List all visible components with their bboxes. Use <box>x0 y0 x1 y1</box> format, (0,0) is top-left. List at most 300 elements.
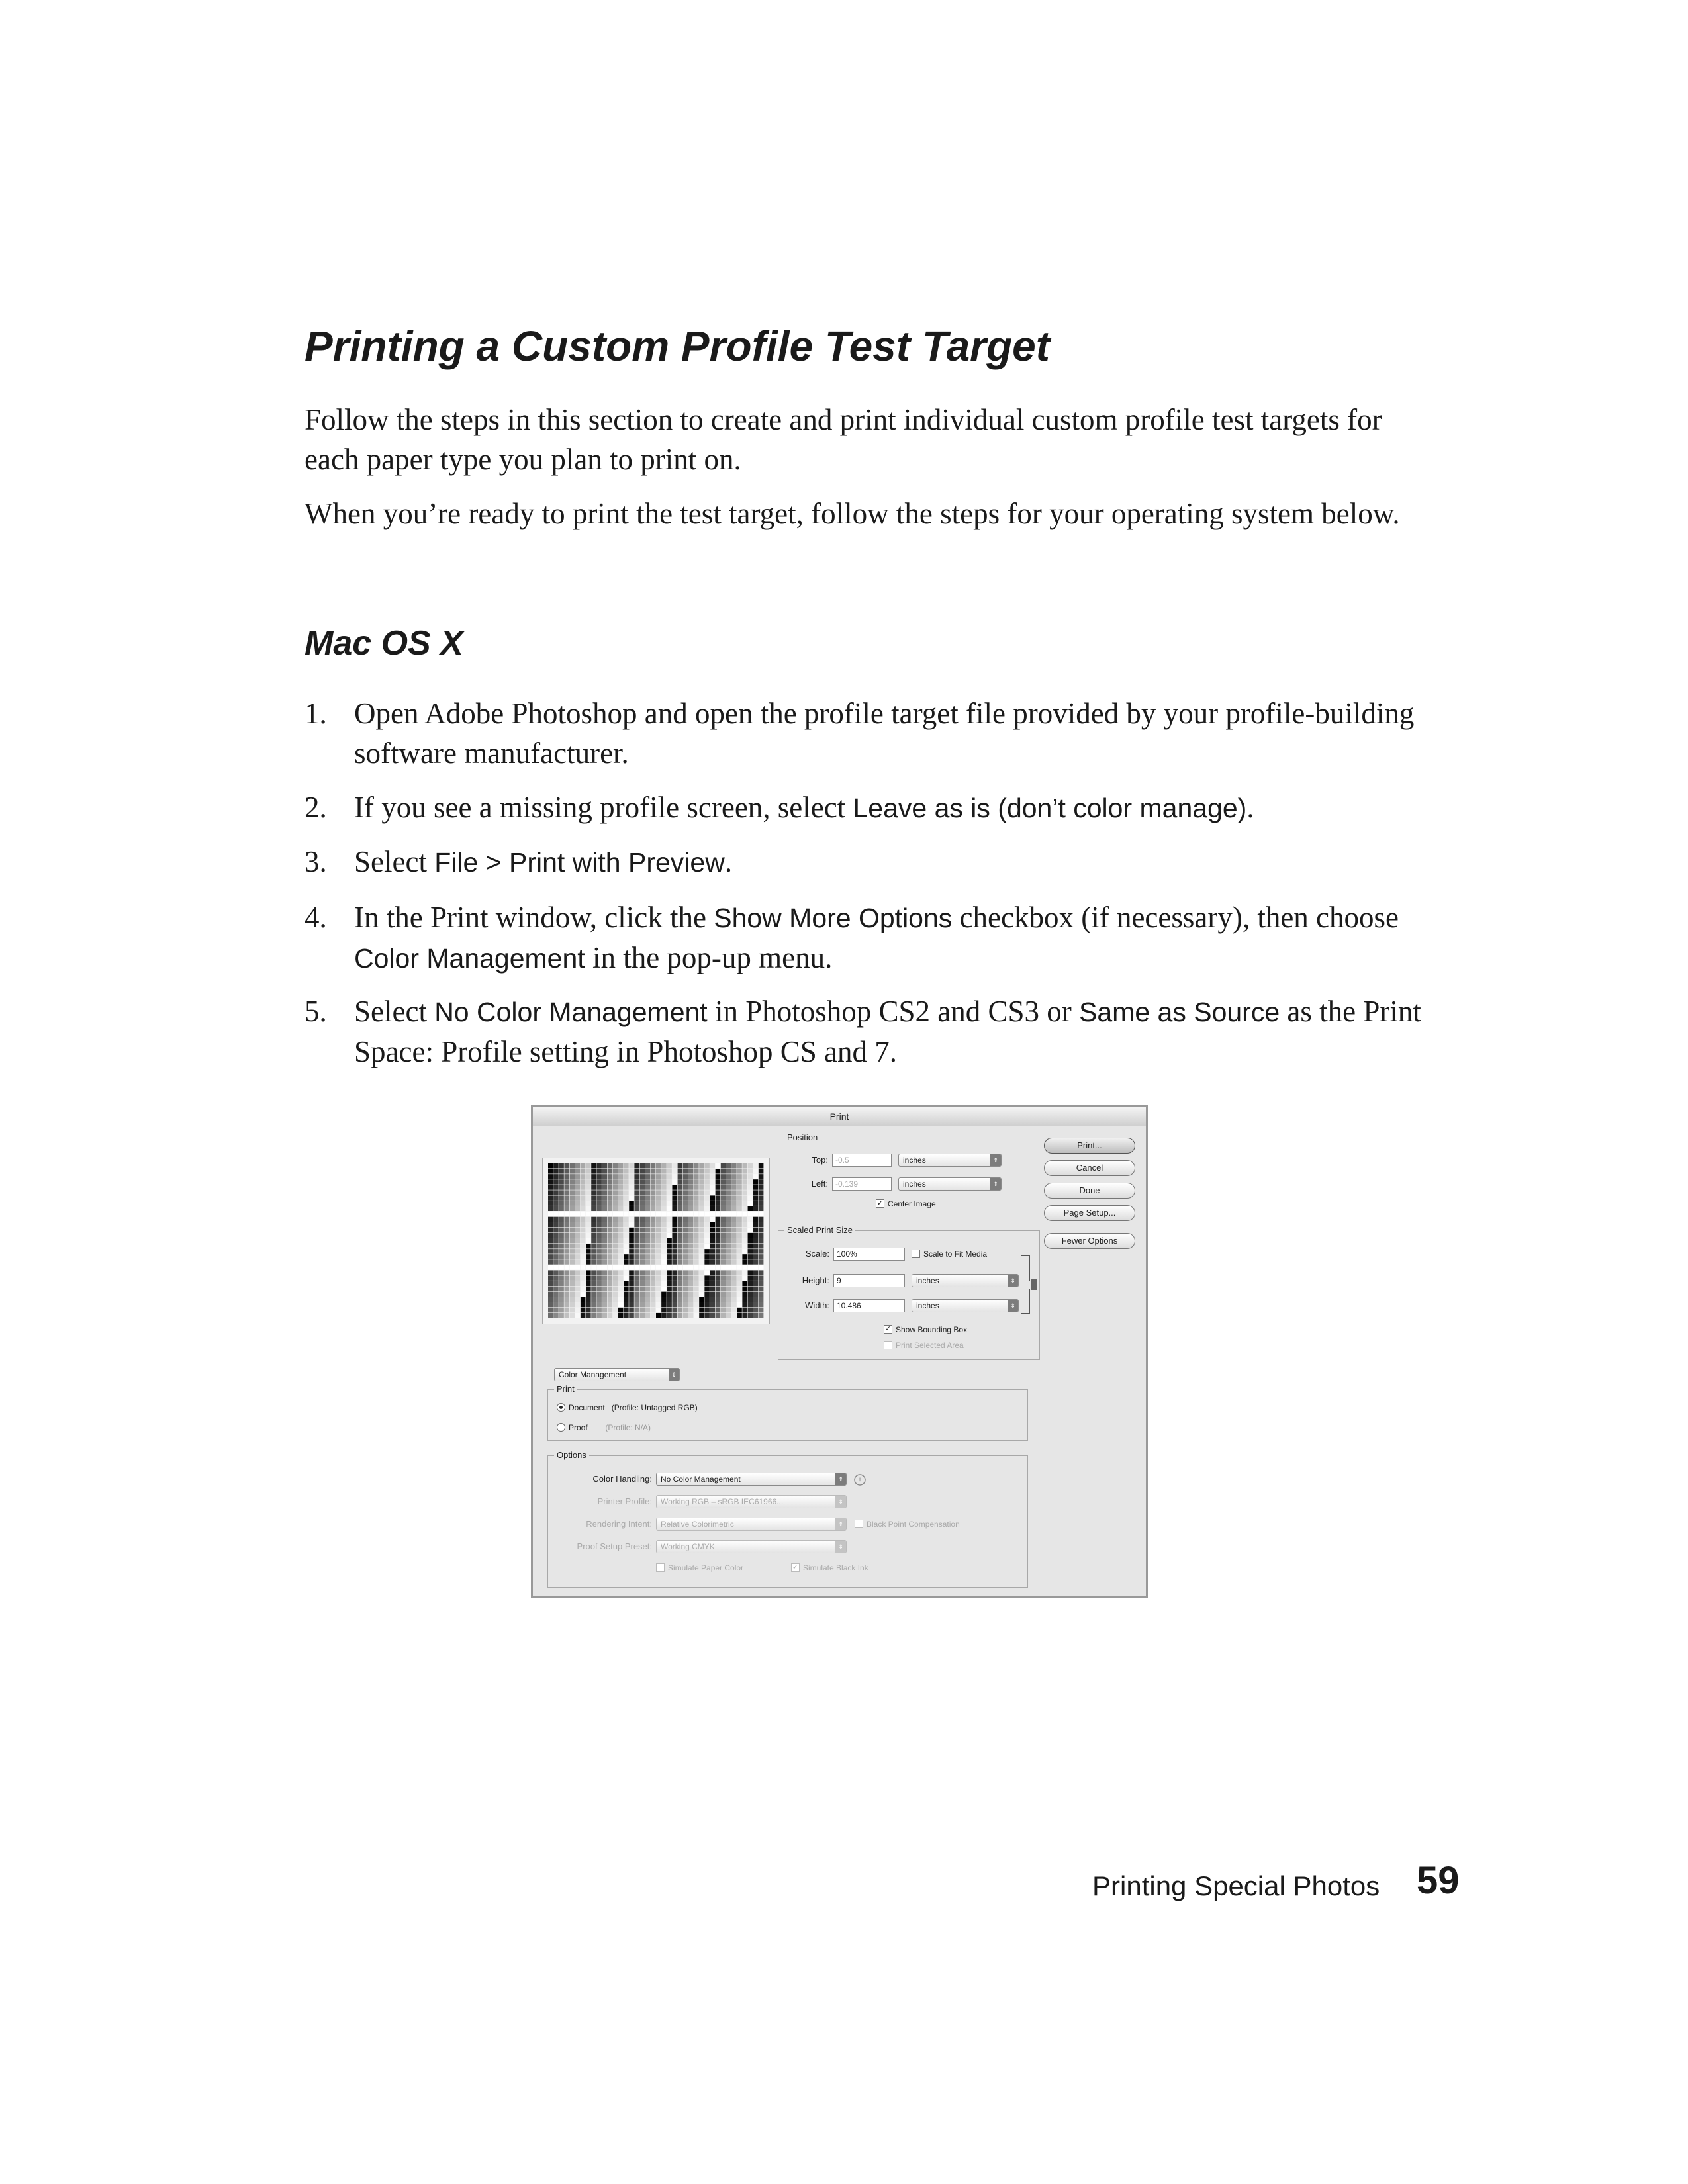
target-patch <box>608 1185 613 1189</box>
target-patch <box>624 1190 629 1195</box>
target-patch <box>742 1302 747 1307</box>
target-patch <box>608 1238 613 1243</box>
target-patch <box>726 1297 731 1302</box>
simulate-paper-checkbox[interactable] <box>656 1563 743 1573</box>
target-patch <box>591 1195 596 1200</box>
scale-input[interactable]: 100% <box>833 1248 905 1261</box>
target-patch <box>694 1302 699 1307</box>
target-patch <box>716 1206 721 1211</box>
target-patch <box>678 1254 683 1259</box>
target-patch <box>678 1185 683 1189</box>
target-patch <box>564 1179 569 1184</box>
page-number: 59 <box>1417 1859 1460 1902</box>
page-setup-button[interactable]: Page Setup... <box>1044 1205 1135 1221</box>
target-patch <box>570 1287 575 1291</box>
target-patch <box>624 1206 629 1211</box>
target-patch <box>613 1185 618 1189</box>
target-patch <box>548 1185 553 1189</box>
target-patch <box>661 1259 667 1264</box>
target-patch <box>726 1190 731 1195</box>
target-patch <box>618 1195 624 1200</box>
target-patch <box>596 1163 602 1168</box>
target-patch <box>634 1249 639 1253</box>
target-patch <box>688 1238 694 1243</box>
target-patch <box>656 1190 661 1195</box>
section-subtitle: Mac OS X <box>305 624 463 662</box>
target-patch <box>624 1270 629 1275</box>
target-patch <box>661 1179 667 1184</box>
target-patch <box>553 1228 559 1232</box>
target-patch <box>640 1249 645 1253</box>
target-patch <box>704 1195 710 1200</box>
print-selected-area-checkbox[interactable] <box>884 1340 964 1351</box>
target-patch <box>564 1222 569 1227</box>
target-patch <box>602 1217 608 1222</box>
document-radio[interactable] <box>557 1402 698 1413</box>
target-patch <box>694 1217 699 1222</box>
target-patch <box>716 1259 721 1264</box>
target-patch <box>553 1222 559 1227</box>
target-patch <box>559 1163 564 1168</box>
step-text <box>354 788 1440 828</box>
target-patch <box>613 1212 618 1216</box>
target-patch <box>575 1292 581 1297</box>
target-patch <box>575 1254 581 1259</box>
top-unit-select[interactable] <box>898 1154 1002 1167</box>
target-patch <box>613 1259 618 1264</box>
target-patch <box>640 1169 645 1173</box>
target-patch <box>651 1201 656 1205</box>
target-patch <box>624 1275 629 1280</box>
target-patch <box>608 1249 613 1253</box>
target-patch <box>634 1233 639 1238</box>
radio-selected-icon <box>557 1403 565 1412</box>
target-patch <box>737 1275 742 1280</box>
target-patch <box>688 1249 694 1253</box>
target-patch <box>716 1169 721 1173</box>
target-patch <box>586 1222 591 1227</box>
rendering-intent-value: Relative Colorimetric <box>661 1520 734 1529</box>
target-patch <box>596 1244 602 1248</box>
left-unit-select[interactable] <box>898 1177 1002 1191</box>
width-unit-select[interactable] <box>912 1299 1019 1312</box>
target-patch <box>678 1179 683 1184</box>
target-patch <box>640 1292 645 1297</box>
target-patch <box>586 1179 591 1184</box>
height-unit-select[interactable] <box>912 1274 1019 1287</box>
target-patch <box>613 1265 618 1269</box>
target-patch <box>731 1228 737 1232</box>
target-patch <box>683 1244 688 1248</box>
target-patch <box>586 1302 591 1307</box>
target-patch <box>710 1308 716 1312</box>
target-patch <box>710 1244 716 1248</box>
target-patch <box>651 1228 656 1232</box>
target-patch <box>629 1179 634 1184</box>
intro-paragraph: When you’re ready to print the test target, follow the steps for your operating system below. <box>305 497 1400 530</box>
target-patch <box>710 1201 716 1205</box>
printer-profile-select[interactable] <box>656 1495 847 1508</box>
target-patch <box>667 1195 672 1200</box>
rendering-intent-select[interactable] <box>656 1518 847 1531</box>
target-patch <box>726 1302 731 1307</box>
target-patch <box>640 1297 645 1302</box>
target-patch <box>564 1217 569 1222</box>
target-patch <box>570 1244 575 1248</box>
target-patch <box>613 1254 618 1259</box>
target-patch <box>672 1287 677 1291</box>
left-label: Left: <box>811 1179 828 1189</box>
target-patch <box>683 1254 688 1259</box>
target-patch <box>726 1265 731 1269</box>
updown-arrow-icon: ⇕ <box>835 1541 846 1553</box>
target-patch <box>570 1270 575 1275</box>
target-patch <box>683 1302 688 1307</box>
target-patch <box>753 1233 759 1238</box>
target-patch <box>667 1238 672 1243</box>
target-patch <box>721 1201 726 1205</box>
target-patch <box>645 1201 651 1205</box>
target-patch <box>694 1201 699 1205</box>
target-patch <box>624 1297 629 1302</box>
target-patch <box>710 1217 716 1222</box>
target-patch <box>737 1302 742 1307</box>
target-patch <box>591 1281 596 1286</box>
target-patch <box>737 1297 742 1302</box>
target-patch <box>591 1265 596 1269</box>
center-image-checkbox[interactable] <box>876 1199 936 1209</box>
target-patch <box>581 1195 586 1200</box>
target-patch <box>618 1201 624 1205</box>
target-patch <box>629 1201 634 1205</box>
top-unit-value: inches <box>903 1156 926 1165</box>
target-patch <box>672 1308 677 1312</box>
target-patch <box>731 1190 737 1195</box>
target-patch <box>683 1185 688 1189</box>
target-patch <box>737 1238 742 1243</box>
target-patch <box>570 1169 575 1173</box>
target-patch <box>624 1244 629 1248</box>
target-patch <box>699 1233 704 1238</box>
target-patch <box>699 1169 704 1173</box>
link-bracket-icon <box>1020 1254 1040 1315</box>
target-patch <box>667 1275 672 1280</box>
target-patch <box>731 1287 737 1291</box>
target-patch <box>716 1233 721 1238</box>
target-patch <box>721 1281 726 1286</box>
target-patch <box>591 1201 596 1205</box>
target-patch <box>640 1254 645 1259</box>
target-patch <box>596 1228 602 1232</box>
ui-term: No Color Management <box>434 997 708 1027</box>
target-patch <box>596 1265 602 1269</box>
target-patch <box>694 1275 699 1280</box>
target-patch <box>618 1259 624 1264</box>
target-patch <box>710 1281 716 1286</box>
target-patch <box>559 1302 564 1307</box>
width-input[interactable]: 10.486 <box>833 1299 905 1312</box>
target-patch <box>564 1212 569 1216</box>
target-patch <box>737 1185 742 1189</box>
proof-setup-select[interactable] <box>656 1540 847 1553</box>
target-patch <box>737 1313 742 1318</box>
target-patch <box>608 1297 613 1302</box>
target-patch <box>759 1281 764 1286</box>
target-patch <box>759 1302 764 1307</box>
target-patch <box>608 1308 613 1312</box>
target-patch <box>672 1297 677 1302</box>
target-patch <box>716 1275 721 1280</box>
target-patch <box>683 1179 688 1184</box>
proof-radio[interactable] <box>557 1422 651 1433</box>
target-patch <box>667 1174 672 1179</box>
target-patch <box>661 1297 667 1302</box>
target-patch <box>667 1308 672 1312</box>
target-patch <box>575 1281 581 1286</box>
target-patch <box>618 1287 624 1291</box>
target-patch <box>618 1270 624 1275</box>
target-patch <box>608 1174 613 1179</box>
target-patch <box>613 1233 618 1238</box>
target-patch <box>704 1292 710 1297</box>
target-patch <box>618 1302 624 1307</box>
top-input[interactable]: -0.5 <box>832 1154 892 1167</box>
target-patch <box>645 1195 651 1200</box>
target-patch <box>640 1206 645 1211</box>
target-patch <box>596 1254 602 1259</box>
rendering-intent-label: Rendering Intent: <box>586 1519 652 1529</box>
target-patch <box>564 1228 569 1232</box>
target-patch <box>742 1259 747 1264</box>
target-patch <box>624 1201 629 1205</box>
target-patch <box>667 1201 672 1205</box>
target-patch <box>602 1163 608 1168</box>
target-patch <box>651 1308 656 1312</box>
target-patch <box>661 1287 667 1291</box>
target-patch <box>672 1265 677 1269</box>
target-patch <box>759 1169 764 1173</box>
target-patch <box>661 1206 667 1211</box>
target-patch <box>710 1174 716 1179</box>
target-patch <box>742 1185 747 1189</box>
target-patch <box>667 1244 672 1248</box>
target-patch <box>608 1179 613 1184</box>
step-number: 5. <box>305 995 327 1028</box>
step-text-part: Select <box>354 845 435 878</box>
ui-term: Color Management <box>354 943 585 974</box>
target-patch <box>753 1169 759 1173</box>
target-patch <box>661 1201 667 1205</box>
target-patch <box>591 1169 596 1173</box>
target-patch <box>688 1275 694 1280</box>
target-patch <box>731 1201 737 1205</box>
target-patch <box>672 1201 677 1205</box>
scale-to-fit-checkbox[interactable] <box>912 1249 987 1259</box>
target-patch <box>704 1238 710 1243</box>
left-input[interactable]: -0.139 <box>832 1177 892 1191</box>
target-patch <box>608 1265 613 1269</box>
target-patch <box>613 1270 618 1275</box>
target-patch <box>640 1313 645 1318</box>
target-patch <box>710 1275 716 1280</box>
target-patch <box>596 1287 602 1291</box>
target-patch <box>710 1254 716 1259</box>
target-patch <box>581 1244 586 1248</box>
target-patch <box>742 1190 747 1195</box>
target-patch <box>629 1206 634 1211</box>
target-patch <box>618 1212 624 1216</box>
target-patch <box>748 1163 753 1168</box>
output-mode-select[interactable] <box>554 1368 680 1381</box>
target-patch <box>704 1233 710 1238</box>
target-patch <box>683 1308 688 1312</box>
target-patch <box>753 1265 759 1269</box>
target-patch <box>759 1292 764 1297</box>
target-patch <box>721 1292 726 1297</box>
target-patch <box>624 1228 629 1232</box>
ui-term: Show More Options <box>714 903 953 933</box>
target-patch <box>581 1185 586 1189</box>
updown-arrow-icon: ⇕ <box>990 1178 1001 1190</box>
done-button[interactable]: Done <box>1044 1183 1135 1199</box>
target-patch <box>608 1222 613 1227</box>
target-patch <box>613 1190 618 1195</box>
target-patch <box>683 1297 688 1302</box>
target-patch <box>694 1265 699 1269</box>
target-patch <box>704 1228 710 1232</box>
target-patch <box>710 1287 716 1291</box>
width-unit-value: inches <box>916 1301 939 1310</box>
target-patch <box>596 1249 602 1253</box>
target-patch <box>613 1249 618 1253</box>
target-patch <box>748 1179 753 1184</box>
target-patch <box>548 1281 553 1286</box>
target-patch <box>591 1185 596 1189</box>
cancel-button[interactable]: Cancel <box>1044 1160 1135 1176</box>
target-patch <box>688 1185 694 1189</box>
print-button[interactable]: Print... <box>1044 1138 1135 1154</box>
target-patch <box>742 1275 747 1280</box>
target-patch <box>591 1206 596 1211</box>
target-patch <box>651 1302 656 1307</box>
target-patch <box>608 1302 613 1307</box>
checkmark-icon: ✓ <box>884 1325 892 1333</box>
target-patch <box>759 1313 764 1318</box>
target-patch <box>688 1302 694 1307</box>
target-patch <box>570 1313 575 1318</box>
target-patch <box>704 1190 710 1195</box>
target-patch <box>548 1195 553 1200</box>
target-patch <box>688 1233 694 1238</box>
show-bounding-box-checkbox[interactable] <box>884 1324 967 1335</box>
fewer-options-button[interactable]: Fewer Options <box>1044 1233 1135 1249</box>
target-patch <box>688 1308 694 1312</box>
target-patch <box>678 1190 683 1195</box>
target-patch <box>721 1169 726 1173</box>
target-patch <box>672 1179 677 1184</box>
target-patch <box>548 1238 553 1243</box>
target-patch <box>629 1313 634 1318</box>
target-patch <box>694 1190 699 1195</box>
target-patch <box>618 1238 624 1243</box>
target-patch <box>618 1281 624 1286</box>
target-patch <box>704 1174 710 1179</box>
target-patch <box>570 1174 575 1179</box>
color-handling-select[interactable] <box>656 1473 847 1486</box>
target-patch <box>678 1270 683 1275</box>
target-patch <box>581 1222 586 1227</box>
target-patch <box>559 1249 564 1253</box>
simulate-black-checkbox[interactable] <box>791 1563 868 1573</box>
target-patch <box>656 1292 661 1297</box>
target-patch <box>575 1174 581 1179</box>
target-patch <box>726 1270 731 1275</box>
target-patch <box>678 1201 683 1205</box>
target-patch <box>629 1287 634 1291</box>
target-patch <box>564 1313 569 1318</box>
target-patch <box>656 1308 661 1312</box>
target-patch <box>688 1228 694 1232</box>
target-patch <box>559 1281 564 1286</box>
target-patch <box>721 1244 726 1248</box>
black-point-checkbox[interactable] <box>855 1519 960 1529</box>
target-patch <box>553 1190 559 1195</box>
step-text-part: . <box>1246 791 1254 824</box>
target-patch <box>731 1169 737 1173</box>
target-patch <box>688 1287 694 1291</box>
target-patch <box>688 1174 694 1179</box>
target-patch <box>742 1206 747 1211</box>
height-input[interactable]: 9 <box>833 1274 905 1287</box>
target-patch <box>731 1313 737 1318</box>
target-patch <box>759 1265 764 1269</box>
target-patch <box>678 1302 683 1307</box>
target-patch <box>548 1174 553 1179</box>
target-patch <box>672 1313 677 1318</box>
target-patch <box>634 1270 639 1275</box>
target-patch <box>694 1249 699 1253</box>
target-patch <box>726 1195 731 1200</box>
target-patch <box>710 1238 716 1243</box>
target-patch <box>742 1212 747 1216</box>
target-patch <box>731 1281 737 1286</box>
target-patch <box>608 1228 613 1232</box>
target-patch <box>759 1174 764 1179</box>
target-patch <box>618 1249 624 1253</box>
warning-info-icon <box>853 1473 867 1486</box>
target-patch <box>596 1195 602 1200</box>
target-patch <box>634 1195 639 1200</box>
target-patch <box>742 1195 747 1200</box>
target-patch <box>575 1190 581 1195</box>
target-patch <box>661 1169 667 1173</box>
target-patch <box>731 1302 737 1307</box>
proof-setup-value: Working CMYK <box>661 1542 715 1551</box>
target-patch <box>661 1308 667 1312</box>
target-patch <box>640 1163 645 1168</box>
step-text <box>354 694 1440 773</box>
target-patch <box>716 1302 721 1307</box>
target-patch <box>559 1185 564 1189</box>
target-patch <box>656 1259 661 1264</box>
target-patch <box>759 1249 764 1253</box>
target-patch <box>716 1249 721 1253</box>
target-patch <box>640 1201 645 1205</box>
target-patch <box>581 1217 586 1222</box>
target-patch <box>726 1179 731 1184</box>
target-patch <box>688 1270 694 1275</box>
target-patch <box>667 1292 672 1297</box>
